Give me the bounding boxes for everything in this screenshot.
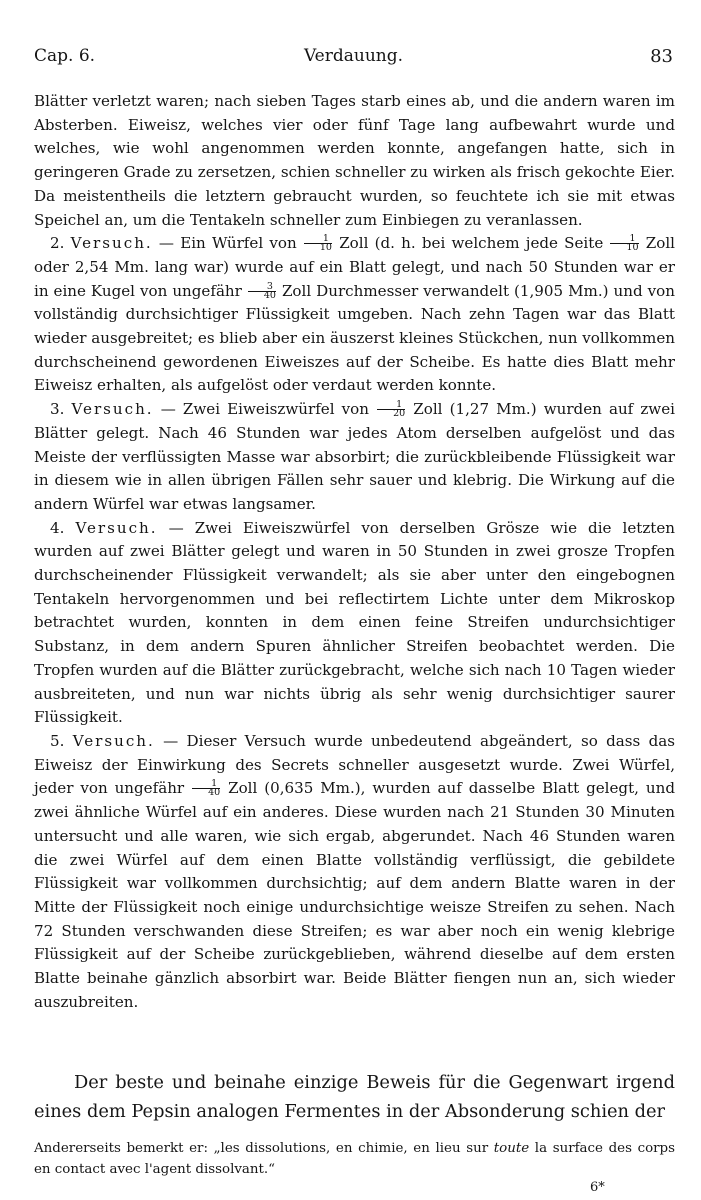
running-header bbox=[34, 46, 673, 70]
experiment-number: 5. bbox=[50, 731, 65, 750]
fraction-one-fortieth bbox=[192, 780, 220, 797]
paragraph-3 bbox=[34, 398, 675, 517]
experiment-number: 4. bbox=[50, 518, 65, 537]
experiment-label: Versuch. bbox=[71, 400, 154, 419]
text-run: Zoll (0,635 Mm.), wurden auf dasselbe Blatt gelegt, und zwei ähnliche Würfel auf ein anderes. Diese wurden nach 21 Stunden 30 Minuten untersucht und alle waren, wie sich ergab, abgerundet. Nach 46 Stunden waren die zwei Würfel auf dem einen Blatte vollständig verflüssigt, die gebildete Flüssigkeit war vollkommen durchsichtig; auf dem andern Blatte waren in der Mitte der Flüssigkeit noch einige undurchsichtige weisze Streifen zu sehen. Nach 72 Stunden verschwanden diese Streifen; es war aber noch ein wenig klebrige Flüssigkeit auf der Scheibe zurückgeblieben, während dieselbe auf dem ersten Blatte beinahe gänzlich absorbirt war. Beide Blätter fiengen nun an, sich wieder auszubreiten. bbox=[34, 779, 675, 1011]
denominator: 20 bbox=[393, 408, 406, 420]
paragraph-1: Blätter verletzt waren; nach sieben Tages starb eines ab, und die andern waren im Absterben. Eiweisz, welches vier oder fünf Tage lang aufbewahrt wurde und welches, wie wohl angenommen werden konnte, angefangen hatte, sich in geringeren Grade zu zersetzen, schien schneller zu wirken als frisch gekochte Eier. Da meistentheils die letztern gebraucht wurden, so feuchtete ich sie mit etwas Speichel an, um die Tentakeln schneller zum Einbiegen zu veranlassen. bbox=[34, 92, 675, 229]
numerator: 3 bbox=[248, 283, 276, 292]
denominator: 40 bbox=[208, 787, 221, 799]
footnote-run: la surface des corps en contact avec l'agent dissolvant.“ bbox=[34, 1141, 675, 1177]
experiment-label: Versuch. bbox=[75, 518, 158, 537]
experiment-number: 3. bbox=[50, 400, 65, 419]
footnote-run: Andererseits bemerkt er: „les dissolutions, en chimie, en lieu sur bbox=[34, 1141, 489, 1156]
footnote bbox=[34, 1138, 675, 1180]
text-run: — Ein Würfel von bbox=[158, 234, 297, 253]
numerator: 1 bbox=[610, 235, 638, 244]
chapter-label: Cap. 6. bbox=[34, 46, 96, 66]
lead-text: Der beste und beinahe einzige Beweis für die Gegenwart irgend eines dem Pepsin analogen Fermentes in der Absonderung schien der bbox=[34, 1072, 675, 1122]
experiment-label: Versuch. bbox=[70, 234, 153, 253]
numerator: 1 bbox=[192, 780, 220, 789]
text-run: Zoll oder 2,54 Mm. lang war) wurde auf ein Blatt gelegt, und nach 50 Stunden war er in eine Kugel von ungefähr bbox=[34, 234, 675, 300]
signature-mark: 6* bbox=[590, 1180, 605, 1195]
denominator: 10 bbox=[626, 242, 639, 254]
fraction-three-fortieths bbox=[248, 280, 276, 301]
fraction-one-tenth bbox=[610, 235, 638, 252]
footnote-italic: toute bbox=[493, 1141, 530, 1156]
footnote-text bbox=[34, 1138, 675, 1180]
main-text bbox=[34, 90, 675, 1014]
text-run: — Zwei Eiweiszwürfel von bbox=[160, 400, 369, 419]
page-number: 83 bbox=[650, 46, 673, 67]
text-run: Zoll (d. h. bei welchem jede Seite bbox=[339, 234, 604, 253]
denominator: 10 bbox=[319, 242, 332, 254]
experiment-label: Versuch. bbox=[72, 731, 155, 750]
numerator: 1 bbox=[377, 401, 405, 410]
experiment-number: 2. bbox=[50, 234, 65, 253]
fraction-one-twentieth bbox=[377, 401, 405, 418]
text-run: Zoll Durchmesser verwandelt (1,905 Mm.) und von vollständig durchsichtiger Flüssigkeit umgeben. Nach zehn Tagen war das Blatt wieder ausgebreitet; es blieb aber ein äuszerst kleines Stückchen, nun vollkommen durchscheinend gewordenen Eiweiszes auf der Scheibe. Es hatte dies Blatt mehr Eiweisz erhalten, als aufgelöst oder verdaut werden konnte. bbox=[34, 281, 675, 395]
section-lead-paragraph bbox=[34, 1068, 675, 1126]
paragraph-4 bbox=[34, 517, 675, 730]
paragraph-5 bbox=[34, 730, 675, 1014]
denominator: 40 bbox=[263, 289, 276, 301]
text-run: — Dieser Versuch wurde unbedeutend abgeändert, so dass das Eiweisz der Einwirkung des Secrets schneller ausgesetzt wurde. Zwei Würfel, jeder von ungefähr bbox=[34, 731, 675, 798]
text-run: Zoll (1,27 Mm.) wurden auf zwei Blätter gelegt. Nach 46 Stunden war jedes Atom derselben aufgelöst und das Meiste der verflüssigten Masse war absorbirt; die zurückbleibende Flüssigkeit war in diesem wie in allen übrigen Fällen sehr sauer und klebrig. Die Wirkung auf die andern Würfel war etwas langsamer. bbox=[34, 400, 675, 513]
fraction-one-tenth bbox=[304, 235, 332, 252]
numerator: 1 bbox=[304, 235, 332, 244]
text-run: — Zwei Eiweiszwürfel von derselben Grösze wie die letzten wurden auf zwei Blätter gelegt und waren in 50 Stunden in zwei grosze Tropfen durchscheinender Flüssigkeit verwandelt; als sie aber unter den eingebognen Tentakeln hervorgenommen und bei reflectirtem Lichte unter dem Mikroskop betrachtet wurden, konnten in dem einen feine Streifen undurchsichtiger Substanz, in dem andern Spuren ähnlicher Streifen beobachtet werden. Die Tropfen wurden auf die Blätter zurückgebracht, welche sich nach 10 Tagen wieder ausbreiteten, und nun war nichts übrig als sehr wenig durchsichtiger saurer Flüssigkeit. bbox=[34, 518, 675, 727]
paragraph-2 bbox=[34, 232, 675, 398]
page-heading: Verdauung. bbox=[303, 46, 404, 66]
